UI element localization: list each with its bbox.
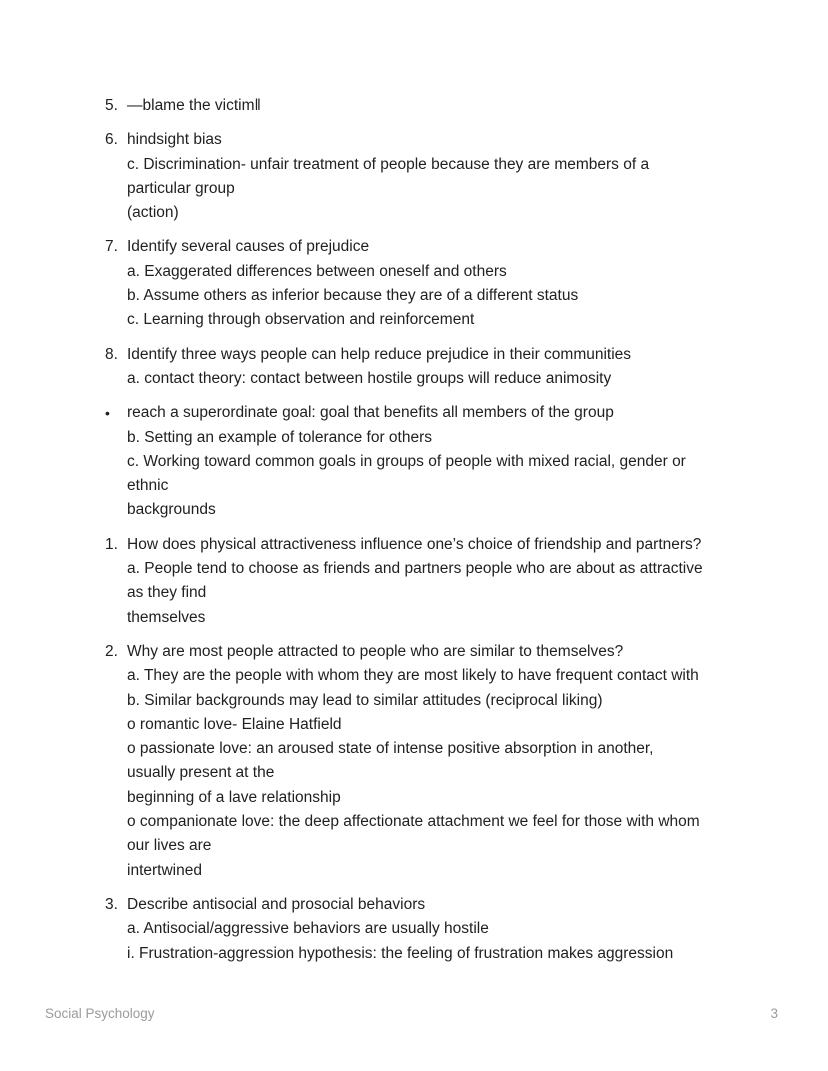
list-item-lines bbox=[127, 235, 765, 332]
list-item-marker: 3. bbox=[105, 895, 118, 913]
list-item-lines bbox=[127, 640, 765, 883]
list-item-line: beginning of a lave relationship bbox=[127, 788, 341, 806]
list-item bbox=[105, 401, 765, 522]
list-item-marker: • bbox=[105, 405, 110, 422]
list-item-line: b. Assume others as inferior because they are of a different status bbox=[127, 287, 579, 305]
list-item-line: intertwined bbox=[127, 861, 202, 879]
list-item-line: reach a superordinate goal: goal that benefits all members of the group bbox=[127, 404, 614, 422]
list-item-lines bbox=[127, 94, 765, 118]
list-item-lines bbox=[127, 401, 765, 522]
list-item-line: as they find bbox=[127, 584, 207, 602]
list-item-lines bbox=[127, 128, 765, 225]
list-item-line: Why are most people attracted to people who are similar to themselves? bbox=[127, 642, 624, 660]
page-number: 3 bbox=[770, 1006, 778, 1021]
list-item-line: b. Setting an example of tolerance for others bbox=[127, 428, 433, 446]
list-item-line: Describe antisocial and prosocial behaviors bbox=[127, 895, 426, 913]
list-item-line: a. People tend to choose as friends and partners people who are about as attractive bbox=[127, 560, 703, 578]
list-item-line: backgrounds bbox=[127, 501, 216, 519]
list-item-marker: 1. bbox=[105, 535, 118, 553]
list-item-line: —blame the victim‖ bbox=[127, 97, 261, 114]
list-item-marker: 2. bbox=[105, 642, 118, 660]
list-item-line: a. contact theory: contact between hostile groups will reduce animosity bbox=[127, 369, 612, 387]
list-item-lines bbox=[127, 343, 765, 392]
list-item-line: a. They are the people with whom they are most likely to have frequent contact with bbox=[127, 667, 699, 685]
list-item-lines bbox=[127, 893, 765, 966]
list-item-line: c. Working toward common goals in groups of people with mixed racial, gender or bbox=[127, 452, 686, 470]
list-item-line: (action) bbox=[127, 204, 179, 222]
list-item-line: a. Exaggerated differences between oneself and others bbox=[127, 262, 507, 280]
list-item-marker: 8. bbox=[105, 345, 118, 363]
list-item-line: our lives are bbox=[127, 837, 212, 855]
list-item bbox=[105, 235, 765, 332]
list-item-line: hindsight bias bbox=[127, 131, 222, 149]
list-item-lines bbox=[127, 533, 765, 630]
list-item-line: c. Discrimination- unfair treatment of people because they are members of a bbox=[127, 155, 650, 173]
list-item-marker: 5. bbox=[105, 97, 118, 114]
list-item bbox=[105, 128, 765, 225]
list-item-line: o companionate love: the deep affectionate attachment we feel for those with whom bbox=[127, 813, 700, 831]
list-item bbox=[105, 893, 765, 966]
list-item bbox=[105, 94, 765, 118]
list-item-line: usually present at the bbox=[127, 764, 275, 782]
list-item-line: Identify three ways people can help reduce prejudice in their communities bbox=[127, 345, 632, 363]
list-item-marker: 7. bbox=[105, 238, 118, 256]
document-content bbox=[105, 94, 765, 976]
list-item-line: particular group bbox=[127, 179, 235, 197]
list-item-line: o romantic love- Elaine Hatfield bbox=[127, 715, 342, 733]
list-item-marker: 6. bbox=[105, 131, 118, 149]
list-item-line: a. Antisocial/aggressive behaviors are usually hostile bbox=[127, 920, 489, 938]
list-item-line: o passionate love: an aroused state of intense positive absorption in another, bbox=[127, 740, 654, 758]
list-item bbox=[105, 640, 765, 883]
page-footer bbox=[45, 1005, 778, 1022]
list-item-line: i. Frustration-aggression hypothesis: the feeling of frustration makes aggression bbox=[127, 944, 674, 962]
footer-title: Social Psychology bbox=[45, 1006, 155, 1021]
list-item-line: themselves bbox=[127, 608, 206, 626]
list-item-line: How does physical attractiveness influence one’s choice of friendship and partners? bbox=[127, 535, 702, 553]
list-item bbox=[105, 343, 765, 392]
list-item-line: Identify several causes of prejudice bbox=[127, 238, 370, 256]
list-item-line: b. Similar backgrounds may lead to similar attitudes (reciprocal liking) bbox=[127, 691, 603, 709]
list-item bbox=[105, 533, 765, 630]
list-item-line: c. Learning through observation and reinforcement bbox=[127, 311, 475, 329]
list-item-line: ethnic bbox=[127, 477, 169, 495]
